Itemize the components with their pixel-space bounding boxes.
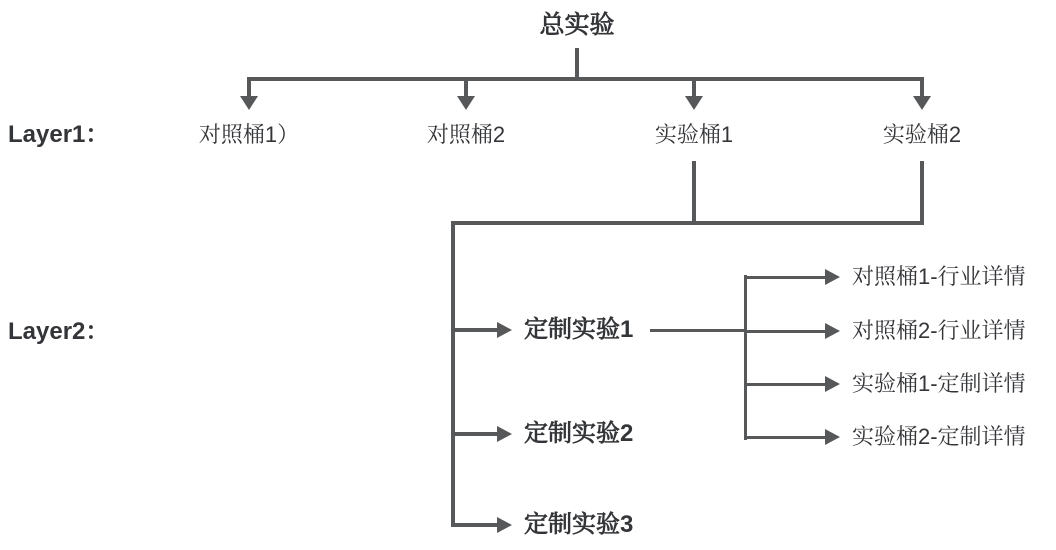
arrow-stem-layer1-3 [692, 81, 696, 96]
layer1-horizontal-line [247, 77, 924, 81]
detail-line-3 [747, 383, 825, 386]
detail-label-4: 实验桶2-定制详情 [852, 424, 1026, 449]
detail-label-3: 实验桶1-定制详情 [852, 371, 1026, 396]
detail-label-2: 对照桶2-行业详情 [852, 318, 1026, 343]
custom-exp1-label: 定制实验1 [524, 316, 634, 343]
arrow-right-icon [825, 269, 840, 285]
arrow-down-icon [457, 96, 475, 110]
arrow-right-icon [825, 429, 840, 445]
root-node-label: 总实验 [539, 11, 615, 39]
custom-exp2-label: 定制实验2 [524, 420, 634, 447]
layer1-node-control1: 对照桶1） [198, 122, 300, 147]
arrow-right-icon [497, 426, 512, 442]
detail-label-1: 对照桶1-行业详情 [852, 264, 1026, 289]
detail-line-2 [747, 330, 825, 333]
layer1-node-exp2: 实验桶2 [882, 122, 962, 147]
branch-line-exp1 [455, 328, 497, 332]
layer1-node-control2: 对照桶2 [426, 122, 506, 147]
arrow-right-icon [497, 517, 512, 533]
arrow-down-icon [240, 96, 258, 110]
layer2-join-line [451, 221, 924, 225]
arrow-stem-layer1-1 [247, 81, 251, 96]
exp2-drop-line [920, 161, 924, 223]
details-bracket-line [744, 275, 747, 440]
arrow-right-icon [825, 376, 840, 392]
detail-line-1 [747, 276, 825, 279]
branch-line-exp3 [455, 523, 497, 527]
arrow-stem-layer1-4 [920, 81, 924, 96]
detail-line-4 [747, 436, 825, 439]
custom-exp3-label: 定制实验3 [524, 511, 634, 538]
layer2-trunk-line [451, 221, 455, 527]
layer1-label: Layer1： [8, 121, 110, 148]
arrow-down-icon [685, 96, 703, 110]
exp1-to-details-line [650, 329, 747, 332]
branch-line-exp2 [455, 432, 497, 436]
arrow-down-icon [913, 96, 931, 110]
arrow-stem-layer1-2 [464, 81, 468, 96]
layer2-label: Layer2： [8, 318, 110, 345]
exp1-drop-line [692, 161, 696, 223]
arrow-right-icon [497, 322, 512, 338]
arrow-right-icon [825, 323, 840, 339]
layer1-node-exp1: 实验桶1 [654, 122, 734, 147]
